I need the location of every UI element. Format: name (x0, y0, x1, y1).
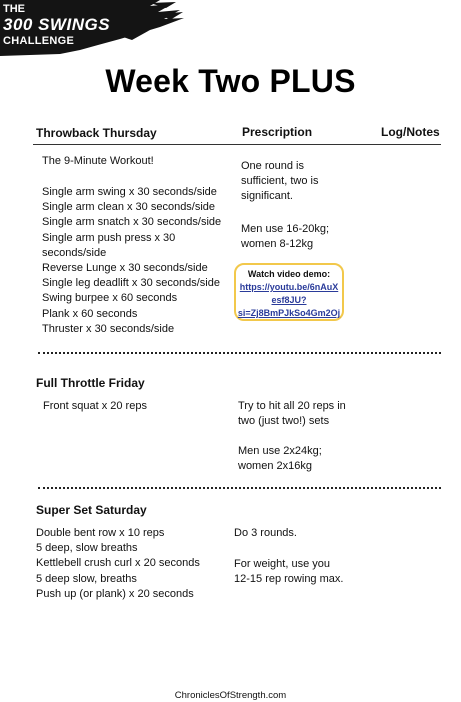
brand-logo (0, 0, 185, 56)
list-item: Single arm snatch x 30 seconds/side (42, 216, 222, 229)
thursday-prescription (241, 159, 318, 205)
list-item: Kettlebell crush curl x 20 seconds (36, 557, 200, 570)
list-item: Reverse Lunge x 30 seconds/side (42, 262, 208, 275)
weight-line: 12-15 rep rowing max. (234, 573, 344, 586)
weight-line: Men use 2x24kg; (238, 445, 322, 457)
brand-line-3: CHALLENGE (3, 35, 75, 47)
brand-line-1: THE (3, 3, 25, 15)
list-item: Single arm push press x 30 (42, 231, 176, 244)
thursday-weights (241, 222, 329, 252)
page-title: Week Two PLUS (105, 63, 356, 99)
weight-line: For weight, use you (234, 558, 330, 570)
prescription-line: two (just two!) sets (238, 415, 330, 428)
video-demo-label: Watch video demo: (247, 269, 331, 279)
saturday-exercise-list (36, 526, 200, 602)
list-item: Thruster x 30 seconds/side (42, 322, 175, 335)
thursday-intro: The 9-Minute Workout! (42, 155, 154, 167)
saturday-weights (234, 557, 343, 587)
list-item: Single arm clean x 30 seconds/side (42, 201, 216, 214)
brand-line-2: 300 SWINGS (3, 15, 111, 34)
saturday-rounds: Do 3 rounds. (234, 527, 297, 539)
weight-line: women 2x16kg (238, 460, 312, 473)
video-demo-link[interactable] (236, 281, 342, 320)
friday-weights (238, 444, 322, 474)
list-item: Plank x 60 seconds (42, 307, 138, 320)
thursday-exercise-list (42, 185, 221, 337)
list-item: 5 deep, slow breaths (36, 542, 138, 555)
list-item: Single arm swing x 30 seconds/side (42, 186, 217, 198)
list-item: Single leg deadlift x 30 seconds/side (42, 277, 220, 290)
list-item: Push up (or plank) x 20 seconds (36, 587, 194, 600)
link-line[interactable]: esf8JU? (271, 295, 307, 305)
header-prescription: Prescription (242, 125, 313, 139)
list-item: 5 deep slow, breaths (36, 572, 137, 585)
weight-line: Men use 16-20kg; (241, 223, 330, 235)
prescription-line: One round is (241, 160, 304, 172)
prescription-line: significant. (241, 190, 293, 203)
friday-heading: Full Throttle Friday (36, 376, 145, 390)
header-divider (33, 144, 441, 145)
section-divider (38, 352, 441, 354)
header-throwback-thursday: Throwback Thursday (36, 126, 157, 140)
friday-exercise: Front squat x 20 reps (43, 400, 147, 412)
section-divider (38, 487, 441, 489)
header-log-notes: Log/Notes (381, 125, 440, 139)
weight-line: women 8-12kg (241, 238, 314, 251)
link-line[interactable]: https://youtu.be/6nAuX (239, 282, 339, 292)
list-item: Double bent row x 10 reps (36, 527, 165, 539)
footer-site: ChroniclesOfStrength.com (174, 690, 287, 701)
link-line[interactable]: si=Zj8BmPJkSo4Gm2Oj (237, 308, 341, 318)
friday-prescription (238, 399, 346, 429)
prescription-line: sufficient, two is (241, 175, 319, 188)
prescription-line: Try to hit all 20 reps in (238, 400, 346, 412)
list-item: seconds/side (42, 246, 107, 259)
list-item: Swing burpee x 60 seconds (42, 292, 178, 305)
video-demo-box (234, 263, 344, 321)
saturday-heading: Super Set Saturday (36, 503, 147, 517)
